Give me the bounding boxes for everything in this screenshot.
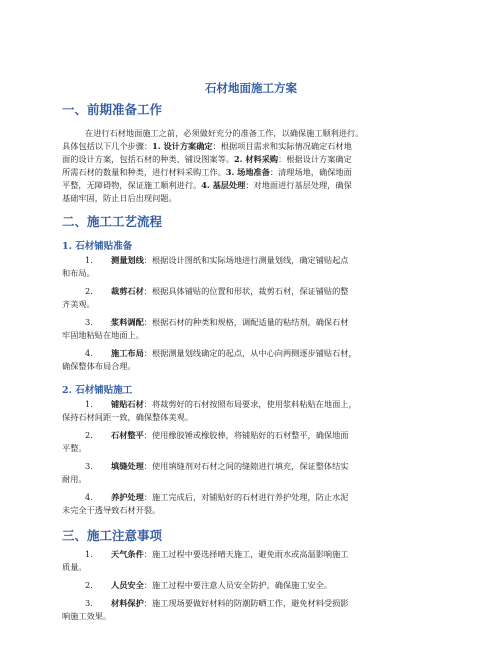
section-heading-preparation: 一、前期准备工作 (62, 102, 163, 117)
list-item: 1. 铺贴石材：将裁剪好的石材按照布局要求，使用浆料粘贴在地面上， (85, 399, 357, 409)
list-item: 3. 材料保护：施工现场要做好材料的防潮防晒工作，避免材料受损影 (85, 598, 349, 608)
list-item-continuation: 和布局。 (62, 268, 95, 278)
list-item-continuation: 质量。 (62, 562, 87, 572)
paragraph-line: 平整，无障碍物，保证施工顺利进行。4. 基层处理：对地面进行基层处理，确保 (62, 180, 352, 190)
list-item-continuation: 耐用。 (62, 474, 87, 484)
list-item-continuation: 牢固地粘贴在地面上。 (62, 330, 144, 340)
list-item: 1. 天气条件：施工过程中要选择晴天施工，避免雨水或高温影响施工 (85, 549, 349, 559)
subsection-heading-construction: 2. 石材铺贴施工 (62, 385, 133, 396)
paragraph-line: 面的设计方案，包括石材的种类、铺设图案等。2. 材料采购：根据设计方案确定 (62, 154, 352, 164)
paragraph-line: 基础牢固，防止日后出现问题。 (62, 193, 177, 203)
subsection-heading-prep: 1. 石材铺贴准备 (62, 241, 133, 252)
list-item: 3. 浆料调配：根据石材的种类和规格，调配适量的粘结剂，确保石材 (85, 317, 349, 327)
paragraph-line: 所需石材的数量和种类，进行材料采购工作。3. 场地准备：清理场地，确保地面 (62, 167, 352, 177)
list-item: 4. 养护处理：施工完成后，对铺贴好的石材进行养护处理，防止水泥 (85, 492, 349, 502)
list-item: 3. 填缝处理：使用填缝剂对石材之间的缝隙进行填充，保证整体结实 (85, 461, 349, 471)
paragraph-line: 具体包括以下几个步骤：1. 设计方案确定：根据项目需求和实际情况确定石材地 (62, 141, 352, 151)
list-item-continuation: 响施工效果。 (62, 611, 112, 621)
paragraph-line: 在进行石材地面施工之前，必须做好充分的准备工作，以确保施工顺利进行。 (85, 128, 364, 138)
list-item: 4. 施工布局：根据测量划线确定的起点，从中心向两侧逐步铺贴石材， (85, 348, 357, 358)
list-item: 2. 人员安全：施工过程中要注意人员安全防护，确保施工安全。 (85, 580, 333, 590)
list-item-continuation: 确保整体布局合理。 (62, 361, 136, 371)
section-heading-notes: 三、施工注意事项 (62, 528, 163, 543)
list-item-continuation: 平整。 (62, 443, 87, 453)
section-heading-process: 二、施工工艺流程 (62, 214, 163, 229)
document-title: 石材地面施工方案 (205, 81, 297, 95)
list-item-continuation: 保持石材间距一致，确保整体美观。 (62, 412, 194, 422)
list-item-continuation: 未完全干透导致石材开裂。 (62, 505, 161, 515)
list-item: 2. 裁剪石材：根据具体铺贴的位置和形状，裁剪石材，保证铺贴的整 (85, 286, 349, 296)
list-item: 1. 测量划线：根据设计图纸和实际场地进行测量划线，确定铺贴起点 (85, 255, 349, 265)
list-item: 2. 石材整平：使用橡胶锤或橡胶棒，将铺贴好的石材整平，确保地面 (85, 430, 349, 440)
list-item-continuation: 齐美观。 (62, 299, 95, 309)
